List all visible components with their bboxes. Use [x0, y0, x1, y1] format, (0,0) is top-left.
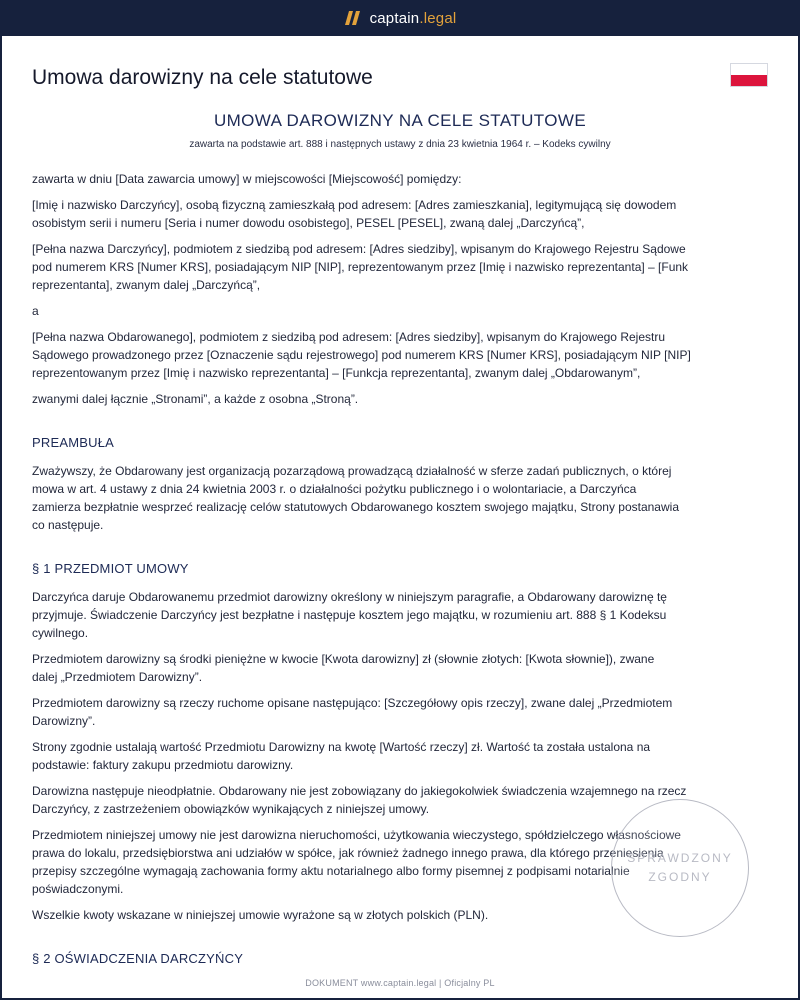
paragraph — [32, 170, 798, 188]
section-title-subject: § 1 PRZEDMIOT UMOWY — [32, 561, 189, 576]
paragraph — [32, 240, 798, 294]
paragraph-line: Przedmiotem darowizny są środki pieniężne w kwocie [Kwota darowizny] zł (słownie złotych: [Kwota słownie]), zwane — [32, 652, 655, 666]
paragraph — [32, 328, 798, 382]
paragraph-line: reprezentowanym przez [Imię i nazwisko reprezentanta] – [Funkcja reprezentanta], zwanym dalej „Obdarowanym”, — [32, 366, 641, 380]
paragraph-line: przepisy szczególne wymagają zachowania formy aktu notarialnego albo formy pisemnej z podpisami notarialnie — [32, 864, 630, 878]
brand-dot: . — [419, 9, 424, 27]
paragraph-line: mowa w art. 4 ustawy z dnia 24 kwietnia 2003 r. o działalności pożytku publicznego i o wolontariacie, a Darczyńca — [32, 482, 637, 496]
document-subheading: zawarta na podstawie art. 888 i następnych ustawy z dnia 23 kwietnia 1964 r. – Kodeks cywilny — [189, 139, 611, 150]
paragraph-line: pod numerem KRS [Numer KRS], posiadającym NIP [NIP], reprezentowanym przez [Imię i nazwisko reprezentanta] – [Funk — [32, 260, 689, 274]
paragraph — [32, 588, 798, 642]
intro-block — [32, 170, 798, 408]
paragraph-line: [Pełna nazwa Obdarowanego], podmiotem z siedzibą pod adresem: [Adres siedziby], wpisanym do Krajowego Rejestru — [32, 330, 665, 344]
paragraph-line: [Imię i nazwisko Darczyńcy], osobą fizyczną zamieszkałą pod adresem: [Adres zamieszkania], legitymującą się dowodem — [32, 198, 677, 212]
section-title-preamble: PREAMBUŁA — [32, 435, 114, 450]
paragraph-line: Darczyńcy, z zastrzeżeniem obowiązków wynikających z niniejszej umowy. — [32, 802, 430, 816]
paragraph-line: a — [32, 304, 39, 318]
stamp-line-1: SPRAWDZONY — [627, 851, 733, 865]
paragraph-line: podstawie: faktury zakupu przedmiotu darowizny. — [32, 758, 294, 772]
paragraph-line: dalej „Przedmiotem Darowizny”. — [32, 670, 203, 684]
paragraph-line: reprezentanta], zwanym dalej „Darczyńcą”, — [32, 278, 261, 292]
paragraph-line: przyjmuje. Świadczenie Darczyńcy jest bezpłatne i następuje kosztem jego majątku, w rozumieniu art. 888 § 1 Kodeksu — [32, 608, 667, 622]
paragraph-line: poświadczonymi. — [32, 882, 124, 896]
paragraph-line: Zważywszy, że Obdarowany jest organizacją pozarządową prowadzącą działalność w sferze zadań publicznych, o której — [32, 464, 672, 478]
paragraph-line: zamierza bezpłatnie wesprzeć realizację celów statutowych Obdarowanego kosztem swojego majątku, Strony postanawia — [32, 500, 679, 514]
top-bar — [0, 0, 800, 36]
document-sheet — [2, 36, 798, 998]
paragraph — [32, 462, 798, 534]
paragraph-line: Darowizny”. — [32, 714, 96, 728]
paragraph-line: Przedmiotem darowizny są rzeczy ruchome opisane następująco: [Szczegółowy opis rzeczy], zwane dalej „Przedmiotem — [32, 696, 673, 710]
page-title: Umowa darowizny na cele statutowe — [32, 66, 373, 89]
brand-main: captain — [369, 9, 420, 27]
paragraph-line: osobistym serii i numeru [Seria i numer dowodu osobistego], PESEL [PESEL], zwaną dalej „Darczyńcą”, — [32, 216, 585, 230]
paragraph-line: Strony zgodnie ustalają wartość Przedmiotu Darowizny na kwotę [Wartość rzeczy] zł. Wartość ta została ustalona na — [32, 740, 651, 754]
flag-white-stripe — [731, 64, 767, 75]
paragraph — [32, 650, 798, 686]
paragraph-line: Darowizna następuje nieodpłatnie. Obdarowany nie jest zobowiązany do jakiegokolwiek świadczenia wzajemnego na rzecz — [32, 784, 687, 798]
paragraph-line: prawa do lokalu, przedsiębiorstwa ani udziałów w spółce, jak również żadnego innego prawa, dla którego przeniesienia — [32, 846, 664, 860]
flag-red-stripe — [731, 75, 767, 86]
stamp-line-2: ZGODNY — [648, 870, 712, 884]
poland-flag-icon — [730, 63, 768, 87]
preamble-block — [32, 462, 798, 534]
verified-stamp — [611, 799, 749, 937]
paragraph — [32, 302, 798, 320]
paragraph-line: cywilnego. — [32, 626, 89, 640]
paragraph-line: co następuje. — [32, 518, 104, 532]
paragraph — [32, 196, 798, 232]
paragraph-line: Wszelkie kwoty wskazane w niniejszej umowie wyrażone są w złotych polskich (PLN). — [32, 908, 489, 922]
paragraph-line: zwanymi dalej łącznie „Stronami”, a każde z osobna „Stroną”. — [32, 392, 359, 406]
brand-tld: legal — [423, 9, 457, 27]
paragraph-line: Darczyńca daruje Obdarowanemu przedmiot darowizny określony w niniejszym paragrafie, a Obdarowany darowiznę tę — [32, 590, 667, 604]
page-footer: DOKUMENT www.captain.legal | Oficjalny PL — [305, 978, 495, 988]
section-title-donor-statements: § 2 OŚWIADCZENIA DARCZYŃCY — [32, 951, 244, 966]
paragraph-line: Przedmiotem niniejszej umowy nie jest darowizna nieruchomości, użytkowania wieczystego, spółdzielczego własnościowe — [32, 828, 681, 842]
brand-name[interactable] — [370, 10, 457, 27]
paragraph-line: zawarta w dniu [Data zawarcia umowy] w miejscowości [Miejscowość] pomiędzy: — [32, 172, 462, 186]
paragraph-line: [Pełna nazwa Darczyńcy], podmiotem z siedzibą pod adresem: [Adres siedziby], wpisanym do Krajowego Rejestru Sądowe — [32, 242, 686, 256]
paragraph-line: Sądowego prowadzonego przez [Oznaczenie sądu rejestrowego] pod numerem KRS [Numer KRS], posiadającym NIP [NIP] — [32, 348, 691, 362]
paragraph — [32, 390, 798, 408]
double-slash-logo-icon — [344, 10, 362, 26]
paragraph — [32, 694, 798, 730]
document-heading: UMOWA DAROWIZNY NA CELE STATUTOWE — [213, 111, 587, 130]
paragraph — [32, 738, 798, 774]
